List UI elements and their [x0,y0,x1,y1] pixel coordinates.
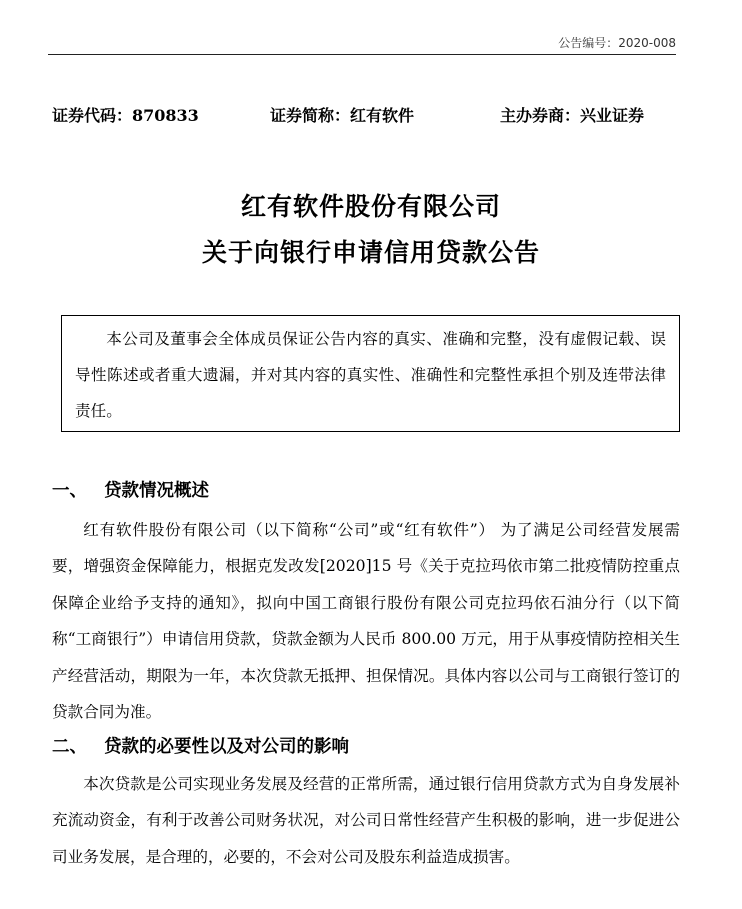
section-number: 二、 [52,737,87,757]
sponsoring-broker: 主办券商：兴业证券 [500,106,645,125]
document-title-subject: 关于向银行申请信用贷款公告 [201,238,540,267]
section-title: 贷款情况概述 [104,481,209,501]
security-code: 证券代码：870833 [52,106,199,125]
section-heading-loan-necessity [52,733,349,758]
section-number: 一、 [52,481,87,501]
section-body-loan-necessity: 本次贷款是公司实现业务发展及经营的正常所需，通过银行信用贷款方式为自身发展补充流动资金，有利于改善公司财务状况，对公司日常性经营产生积极的影响，进一步促进公司业务发展，是合理的，必要的，不会对公司及股东利益造成损害。 [52,775,680,866]
securities-info-row [52,103,672,129]
announcement-number: 公告编号：2020-008 [558,36,676,50]
section-body-loan-overview: 红有软件股份有限公司（以下简称“公司”或“红有软件”） 为了满足公司经营发展需要，增强资金保障能力，根据克发改发[2020]15 号《关于克拉玛依市第二批疫情防控重点保障企业给予支持的通知》，拟向中国工商银行股份有限公司克拉玛依石油分行（以下简称“工商银行”）申请信用贷款，贷款金额为人民币 800.00 万元，用于从事疫情防控相关生产经营活动，期限为一年，本次贷款无抵押、担保情况。具体内容以公司与工商银行签订的贷款合同为准。 [52,521,680,722]
security-abbreviation: 证券简称：红有软件 [270,106,415,125]
section-title: 贷款的必要性以及对公司的影响 [104,737,349,757]
section-heading-loan-overview [52,477,209,502]
header-divider [48,54,676,55]
responsibility-statement-box: 本公司及董事会全体成员保证公告内容的真实、准确和完整，没有虚假记载、误导性陈述或者重大遗漏，并对其内容的真实性、准确性和完整性承担个别及连带法律责任。 [61,315,680,432]
document-title-company: 红有软件股份有限公司 [240,192,501,221]
